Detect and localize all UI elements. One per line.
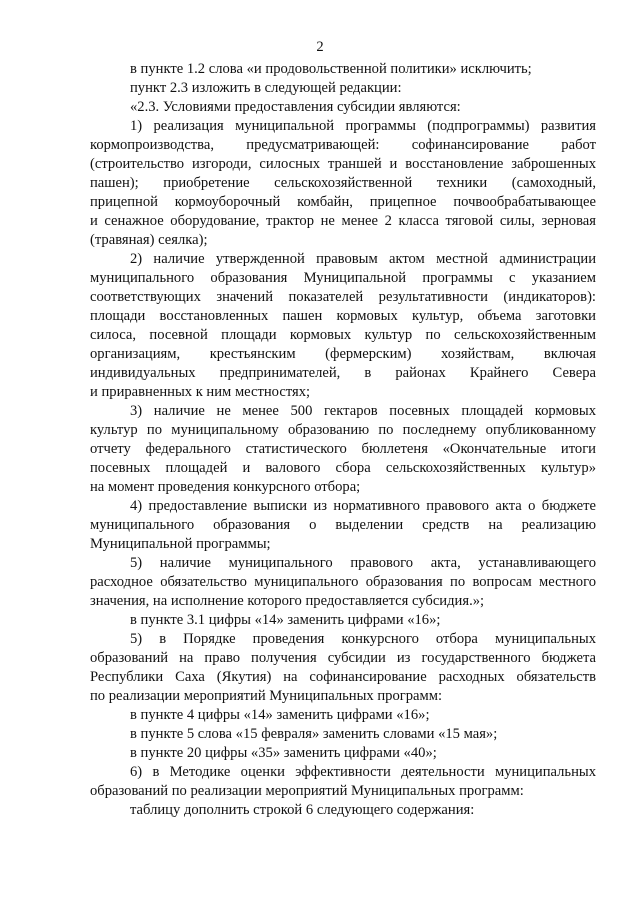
text-line: прицепной кормоуборочный комбайн, прицепное почвообрабатывающее [90, 194, 596, 210]
text-line: пункт 2.3 изложить в следующей редакции: [130, 80, 402, 96]
text-line: по реализации мероприятий Муниципальных программ: [90, 688, 443, 704]
text-line: на момент проведения конкурсного отбора; [90, 479, 361, 495]
text-line: и приравненных к ним местностях; [90, 384, 311, 400]
text-line: Республики Саха (Якутия) на софинансирование расходных обязательств [90, 669, 596, 685]
text-line: значения, на исполнение которого предоставляется субсидия.»; [90, 593, 485, 609]
text-line: 4) предоставление выписки из нормативного правового акта о бюджете [130, 498, 596, 514]
text-line: отчету федерального статистического бюллетеня «Окончательные итоги [90, 441, 596, 457]
text-line: площади восстановленных пашен кормовых культур, объема заготовки [90, 308, 596, 324]
text-line: «2.3. Условиями предоставления субсидии являются: [130, 99, 461, 115]
text-line: образований по реализации мероприятий Муниципальных программ: [90, 783, 524, 799]
text-line: 2) наличие утвержденной правовым актом местной администрации [130, 251, 596, 267]
text-line: культур по муниципальному образованию по последнему опубликованному [90, 422, 596, 438]
text-line: в пункте 20 цифры «35» заменить цифрами «40»; [130, 745, 437, 761]
text-line: Муниципальной программы; [90, 536, 271, 552]
text-line: 5) наличие муниципального правового акта, устанавливающего [130, 555, 596, 571]
text-line: индивидуальных предпринимателей, в районах Крайнего Севера [90, 365, 596, 381]
text-line: организациям, крестьянским (фермерским) хозяйствам, включая [90, 346, 596, 362]
text-line: (строительство изгороди, силосных траншей и восстановление заброшенных [90, 156, 596, 172]
text-line: кормопроизводства, предусматривающей: софинансирование работ [90, 137, 596, 153]
text-line: муниципального образования Муниципальной программы с указанием [90, 270, 596, 286]
text-line: посевных площадей и валового сбора сельскохозяйственных культур» [90, 460, 596, 476]
text-line: (травяная) сеялка); [90, 232, 208, 248]
text-line: в пункте 4 цифры «14» заменить цифрами «16»; [130, 707, 430, 723]
text-line: 6) в Методике оценки эффективности деятельности муниципальных [130, 764, 596, 780]
text-line: в пункте 1.2 слова «и продовольственной политики» исключить; [130, 61, 532, 77]
text-line: соответствующих значений показателей результативности (индикаторов): [90, 289, 596, 305]
text-line: силоса, посевной площади кормовых культур по сельскохозяйственным [90, 327, 596, 343]
text-line: 1) реализация муниципальной программы (подпрограммы) развития [130, 118, 596, 134]
text-line: муниципального образования о выделении средств на реализацию [90, 517, 596, 533]
text-line: образований на право получения субсидии из государственного бюджета [90, 650, 596, 666]
text-line: и сенажное оборудование, трактор не менее 2 класса тяговой силы, зерновая [90, 213, 596, 229]
document-body [90, 60, 596, 820]
text-line: 3) наличие не менее 500 гектаров посевных площадей кормовых [130, 403, 596, 419]
text-line: расходное обязательство муниципального образования по вопросам местного [90, 574, 596, 590]
page-number: 2 [316, 39, 324, 55]
text-line: 5) в Порядке проведения конкурсного отбора муниципальных [130, 631, 596, 647]
text-line: таблицу дополнить строкой 6 следующего содержания: [130, 802, 475, 818]
text-line: в пункте 5 слова «15 февраля» заменить словами «15 мая»; [130, 726, 498, 742]
text-line: пашен); приобретение сельскохозяйственной техники (самоходный, [90, 175, 596, 191]
text-line: в пункте 3.1 цифры «14» заменить цифрами «16»; [130, 612, 441, 628]
